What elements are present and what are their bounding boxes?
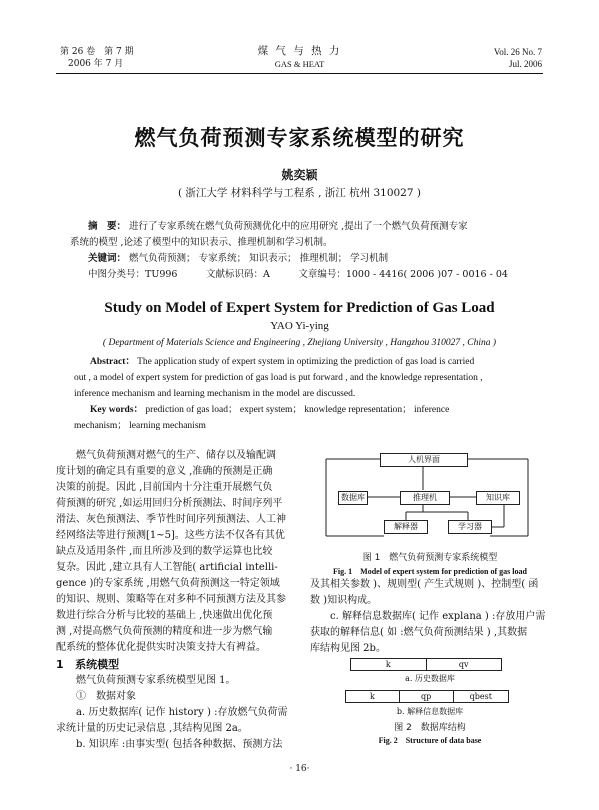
intro-line: 滑法、灰色预测法、季节性时间序列预测法、人工神: [56, 514, 286, 525]
intro-line: 决策的前提。因此 ,目前国内十分注重开展燃气负: [56, 482, 273, 493]
item-c-line3: 库结构见图 2b。: [310, 643, 386, 654]
intro-line: 复杂。因此 ,建立具有人工智能( artificial intelli-: [56, 562, 278, 573]
intro-line: 荷预测的研究 ,如运用回归分析预测法、时间序列平: [56, 498, 283, 509]
keywords-en-line1: prediction of gas load； expert system； knowledge representation； inference: [145, 405, 450, 415]
box-learner: 学习器: [448, 520, 492, 534]
table-cell: k: [346, 691, 400, 703]
subsection-heading: ① 数据对象: [76, 691, 136, 702]
journal-date-en: Jul. 2006: [508, 59, 542, 69]
table-row: [351, 659, 502, 671]
right-text-line2: 数 )知识构成。: [310, 595, 378, 606]
right-text-line1: 及其相关参数 )、规则型( 产生式规则 )、控制型( 函: [310, 579, 539, 590]
author-cn: 姚奕颖: [281, 168, 318, 182]
section-title: 系统模型: [75, 658, 120, 671]
page-title: 燃气负荷预测专家系统模型的研究: [134, 126, 465, 150]
table-history-db: [350, 658, 502, 671]
table-explana-db: [345, 690, 509, 703]
journal-volume: 第 26 卷 第 7 期: [60, 47, 134, 57]
table-cell: qp: [399, 691, 453, 703]
figure-1-diagram: [318, 452, 544, 542]
journal-date: 2006 年 7 月: [68, 59, 124, 69]
section-heading: [56, 657, 298, 673]
title-en: Study on Model of Expert System for Prediction of Gas Load: [104, 300, 495, 316]
affiliation-en: ( Department of Materials Science and Engineering , Zhejiang University , Hangzhou 310027 , China ): [102, 338, 497, 348]
body-right-column: [310, 577, 550, 657]
figure-1-caption-en: Fig. 1 Model of expert system for prediction of gas load: [333, 567, 527, 576]
table-cell: qbest: [453, 691, 508, 703]
figure-2-caption-en: Fig. 2 Structure of data base: [378, 736, 482, 745]
journal-name-cn: 煤 气 与 热 力: [257, 45, 342, 57]
abstract-cn: [88, 219, 548, 235]
abstract-cn-label: 摘 要：: [88, 221, 127, 232]
box-knowledge-base: 知识库: [476, 491, 520, 505]
item-a-line1: a. 历史数据库( 记作 history ) :存放燃气负荷需: [76, 707, 288, 718]
classification-line: 中图分类号：TU996 文献标识码：A 文章编号：1000 - 4416( 2006 )07 - 0016 - 04: [88, 269, 508, 280]
section-number: 1: [56, 658, 64, 671]
intro-line: 配系统的整体优化提供实时决策支持大有裨益。: [56, 642, 266, 653]
keywords-en-label: Key words：: [90, 405, 144, 415]
box-inference-engine: 推理机: [400, 491, 450, 505]
keywords-cn-label: 关键词：: [88, 253, 127, 264]
box-database: 数据库: [338, 491, 368, 505]
item-b-line1: b. 知识库 :由事实型( 包括各种数据、预测方法: [76, 739, 283, 750]
intro-line: 的知识、规则、策略等在对多种不同预测方法及其参: [56, 594, 286, 605]
header-rule: [56, 73, 543, 74]
figure-2b-caption: b. 解释信息数据库: [396, 707, 464, 716]
box-hmi: 人机界面: [380, 453, 468, 467]
item-c-line1: c. 解释信息数据库( 记作 explana ) :存放用户需: [330, 611, 546, 622]
item-c-line2: 获取的解释信息( 如 :燃气负荷预测结果 ) ,其数据: [310, 627, 528, 638]
box-explainer: 解释器: [384, 520, 428, 534]
table-cell: qv: [426, 659, 502, 671]
abstract-en-line3: inference mechanism and learning mechanism in the model are discussed.: [74, 389, 356, 399]
intro-line: 数进行综合分析与比较的基础上 ,快速做出优化预: [56, 610, 273, 621]
page-number: · 16·: [289, 764, 310, 774]
figure-1-caption-cn: 图 1 燃气负荷预测专家系统模型: [362, 553, 498, 563]
keywords-cn: [88, 251, 388, 267]
table-cell: k: [351, 659, 427, 671]
intro-line: 度计划的确定具有重要的意义 ,准确的预测是正确: [56, 466, 273, 477]
intro-line: gence )的专家系统 ,用燃气负荷预测这一特定领域: [56, 578, 280, 589]
journal-volume-en: Vol. 26 No. 7: [493, 47, 542, 57]
intro-paragraph: [56, 448, 298, 656]
abstract-cn-line2: 系统的模型 ,论述了模型中的知识表示、推理机制和学习机制。: [70, 237, 333, 248]
affiliation-cn: ( 浙江大学 材料科学与工程系 , 浙江 杭州 310027 ): [178, 187, 421, 199]
abstract-cn-line1: 进行了专家系统在燃气负荷预测优化中的应用研究 ,提出了一个燃气负荷预测专家: [129, 221, 468, 232]
keywords-en-line2: mechanism； learning mechanism: [74, 421, 206, 431]
abstract-en-line1: The application study of expert system in optimizing the prediction of gas load is carried: [137, 357, 475, 367]
figure-2a-caption: a. 历史数据库: [405, 674, 455, 683]
abstract-en-label: Abstract：: [90, 357, 135, 367]
abstract-en: [90, 354, 474, 370]
body-left-column: [56, 448, 298, 753]
item-a-line2: 求统计量的历史记录信息 ,其结构见图 2a。: [56, 723, 248, 734]
section-intro-line: 燃气负荷预测专家系统模型见图 1。: [76, 675, 236, 686]
author-en: YAO Yi-ying: [270, 320, 329, 332]
abstract-en-line2: out , a model of expert system for prediction of gas load is put forward , and the knowledge representation ,: [74, 373, 483, 383]
intro-line: 缺点及适用条件 ,而且所涉及到的数学运算也比较: [56, 546, 273, 557]
journal-name-en: GAS & HEAT: [274, 59, 325, 69]
keywords-cn-text: 燃气负荷预测； 专家系统； 知识表示； 推理机制； 学习机制: [129, 253, 389, 264]
figure-2-caption-cn: 图 2 数据库结构: [394, 723, 466, 733]
keywords-en: [90, 402, 449, 418]
intro-line: 测 ,对提高燃气负荷预测的精度和进一步为燃气输: [56, 626, 273, 637]
intro-line: 燃气负荷预测对燃气的生产、储存以及输配调: [76, 450, 276, 461]
intro-line: 经网络法等进行预测[1~5]。这些方法不仅各有其优: [56, 530, 285, 541]
table-row: [346, 691, 509, 703]
